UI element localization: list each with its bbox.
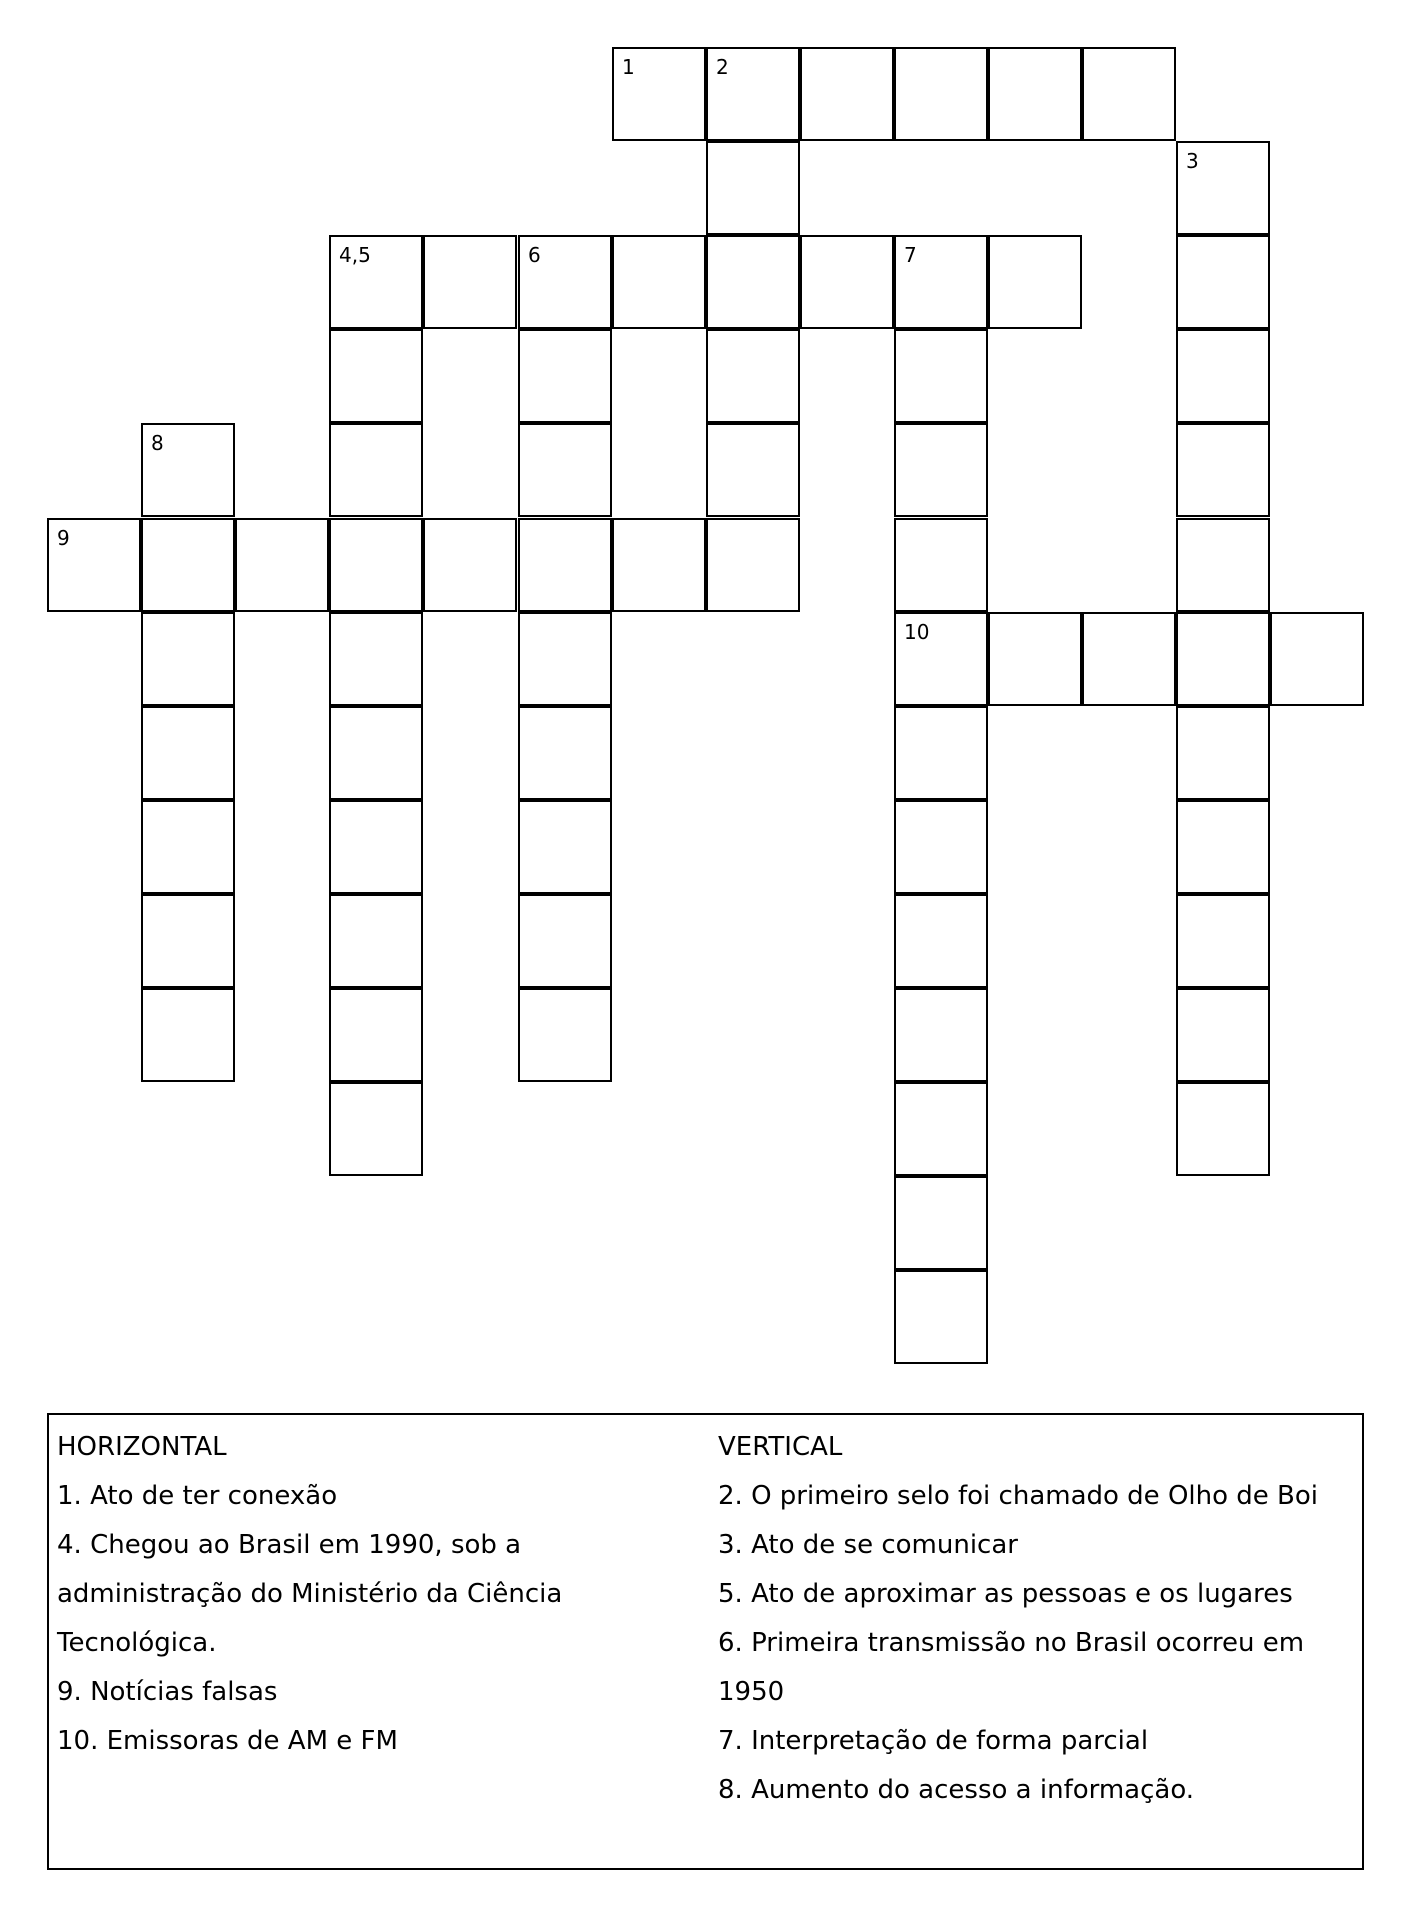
crossword-cell[interactable] [141, 706, 235, 800]
crossword-cell-input[interactable] [708, 331, 798, 421]
vertical-clues [718, 1423, 1358, 1815]
clue-line: Tecnológica. [57, 1628, 217, 1658]
crossword-cell-input[interactable] [143, 520, 233, 610]
crossword-cell-input[interactable] [1084, 49, 1174, 139]
clue-line: 1950 [718, 1677, 785, 1707]
vertical-heading: VERTICAL [718, 1432, 843, 1462]
crossword-cell[interactable] [141, 894, 235, 988]
crossword-cell[interactable] [423, 518, 517, 612]
crossword-cell-input[interactable] [708, 425, 798, 515]
crossword-cell-input[interactable] [331, 520, 421, 610]
crossword-cell[interactable] [1176, 988, 1270, 1082]
crossword-cell-input[interactable] [331, 990, 421, 1080]
crossword-cell-input[interactable] [1178, 896, 1268, 986]
crossword-cell-input[interactable] [331, 896, 421, 986]
crossword-cell[interactable] [894, 612, 988, 706]
crossword-cell[interactable] [1270, 612, 1364, 706]
crossword-cell[interactable] [988, 235, 1082, 329]
crossword-cell[interactable] [1082, 612, 1176, 706]
crossword-cell[interactable] [1176, 518, 1270, 612]
clue-line: 4. Chegou ao Brasil em 1990, sob a [57, 1530, 522, 1560]
crossword-cell[interactable] [894, 47, 988, 141]
crossword-cell-input[interactable] [237, 520, 327, 610]
crossword-cell-input[interactable] [990, 237, 1080, 327]
clue-line: 9. Notícias falsas [57, 1677, 278, 1707]
crossword-cell-input[interactable] [143, 802, 233, 892]
crossword-cell[interactable] [518, 894, 612, 988]
crossword-cell[interactable] [1176, 800, 1270, 894]
crossword-cell[interactable] [894, 894, 988, 988]
crossword-cell-input[interactable] [520, 708, 610, 798]
crossword-cell[interactable] [1176, 235, 1270, 329]
crossword-cell-input[interactable] [1178, 1084, 1268, 1174]
crossword-cell-input[interactable] [896, 1272, 986, 1362]
crossword-cell-input[interactable] [331, 237, 421, 327]
crossword-cell[interactable] [1176, 894, 1270, 988]
crossword-cell-input[interactable] [990, 49, 1080, 139]
crossword-cell-input[interactable] [143, 425, 233, 515]
crossword-cell-input[interactable] [896, 990, 986, 1080]
crossword-cell-input[interactable] [802, 237, 892, 327]
crossword-cell-input[interactable] [143, 614, 233, 704]
crossword-cell-input[interactable] [425, 237, 515, 327]
crossword-cell-input[interactable] [331, 708, 421, 798]
clue-line: administração do Ministério da Ciência [57, 1579, 563, 1609]
crossword-cell[interactable] [1176, 612, 1270, 706]
crossword-cell-input[interactable] [520, 990, 610, 1080]
crossword-cell[interactable] [518, 329, 612, 423]
crossword-cell-input[interactable] [520, 614, 610, 704]
crossword-cell-input[interactable] [331, 425, 421, 515]
crossword-cell[interactable] [988, 612, 1082, 706]
crossword-cell[interactable] [894, 423, 988, 517]
crossword-cell[interactable] [612, 235, 706, 329]
crossword-cell-input[interactable] [896, 425, 986, 515]
crossword-cell[interactable] [518, 518, 612, 612]
crossword-cell[interactable] [706, 141, 800, 235]
clue-line: 10. Emissoras de AM e FM [57, 1726, 398, 1756]
crossword-cell-input[interactable] [425, 520, 515, 610]
crossword-cell-input[interactable] [331, 614, 421, 704]
crossword-cell-input[interactable] [708, 520, 798, 610]
crossword-cell[interactable] [988, 47, 1082, 141]
clue-line: 6. Primeira transmissão no Brasil ocorreu em [718, 1628, 1305, 1658]
clue-line: 8. Aumento do acesso a informação. [718, 1775, 1195, 1805]
crossword-cell-input[interactable] [520, 802, 610, 892]
crossword-cell-input[interactable] [331, 1084, 421, 1174]
crossword-cell-input[interactable] [896, 1178, 986, 1268]
crossword-cell[interactable] [329, 423, 423, 517]
crossword-cell[interactable] [518, 612, 612, 706]
crossword-cell[interactable] [706, 423, 800, 517]
crossword-cell[interactable] [894, 329, 988, 423]
crossword-cell[interactable] [329, 518, 423, 612]
crossword-cell[interactable] [706, 47, 800, 141]
crossword-cell[interactable] [894, 1176, 988, 1270]
crossword-cell-input[interactable] [143, 708, 233, 798]
crossword-cell-input[interactable] [49, 520, 139, 610]
crossword-cell[interactable] [141, 423, 235, 517]
crossword-cell[interactable] [47, 518, 141, 612]
crossword-cell[interactable] [894, 518, 988, 612]
clue-line: 1. Ato de ter conexão [57, 1481, 338, 1511]
crossword-cell-input[interactable] [896, 708, 986, 798]
crossword-cell-input[interactable] [520, 331, 610, 421]
clue-line: 5. Ato de aproximar as pessoas e os lugares [718, 1579, 1293, 1609]
crossword-cell-input[interactable] [331, 331, 421, 421]
crossword-cell[interactable] [800, 235, 894, 329]
crossword-cell[interactable] [1176, 423, 1270, 517]
crossword-cell-input[interactable] [1178, 990, 1268, 1080]
crossword-cell[interactable] [329, 800, 423, 894]
crossword-cell-input[interactable] [896, 1084, 986, 1174]
clue-number: 2 [716, 55, 729, 79]
crossword-cell-input[interactable] [1178, 708, 1268, 798]
crossword-cell-input[interactable] [708, 49, 798, 139]
crossword-cell[interactable] [706, 329, 800, 423]
clue-line: 7. Interpretação de forma parcial [718, 1726, 1149, 1756]
crossword-cell[interactable] [518, 800, 612, 894]
clue-line: 3. Ato de se comunicar [718, 1530, 1018, 1560]
crossword-cell-input[interactable] [708, 237, 798, 327]
crossword-cell[interactable] [894, 988, 988, 1082]
crossword-cell-input[interactable] [1178, 425, 1268, 515]
crossword-cell[interactable] [612, 518, 706, 612]
crossword-cell[interactable] [612, 47, 706, 141]
clue-number: 10 [904, 620, 930, 644]
crossword-cell[interactable] [329, 329, 423, 423]
crossword-cell-input[interactable] [1178, 331, 1268, 421]
crossword-cell[interactable] [141, 612, 235, 706]
crossword-cell-input[interactable] [896, 896, 986, 986]
crossword-cell[interactable] [423, 235, 517, 329]
crossword-cell[interactable] [800, 47, 894, 141]
crossword-cell-input[interactable] [896, 49, 986, 139]
crossword-cell-input[interactable] [1178, 614, 1268, 704]
crossword-cell-input[interactable] [520, 237, 610, 327]
crossword-cell[interactable] [1176, 1082, 1270, 1176]
crossword-cell[interactable] [894, 706, 988, 800]
crossword-cell[interactable] [141, 988, 235, 1082]
crossword-cell-input[interactable] [896, 520, 986, 610]
crossword-cell-input[interactable] [614, 520, 704, 610]
crossword-cell[interactable] [1176, 141, 1270, 235]
crossword-cell-input[interactable] [708, 143, 798, 233]
crossword-cell[interactable] [706, 518, 800, 612]
crossword-cell-input[interactable] [520, 520, 610, 610]
crossword-cell[interactable] [329, 706, 423, 800]
crossword-cell[interactable] [1176, 329, 1270, 423]
crossword-cell-input[interactable] [520, 425, 610, 515]
crossword-cell-input[interactable] [331, 802, 421, 892]
crossword-cell[interactable] [329, 612, 423, 706]
crossword-cell[interactable] [329, 894, 423, 988]
crossword-cell[interactable] [1082, 47, 1176, 141]
crossword-cell-input[interactable] [1272, 614, 1362, 704]
clues-box [47, 1413, 1364, 1870]
crossword-cell-input[interactable] [614, 237, 704, 327]
crossword-cell-input[interactable] [990, 614, 1080, 704]
clue-number: 1 [622, 55, 635, 79]
clue-number: 7 [904, 243, 917, 267]
clue-line: 2. O primeiro selo foi chamado de Olho de Boi [718, 1481, 1319, 1511]
crossword-cell-input[interactable] [896, 614, 986, 704]
crossword-cell-input[interactable] [896, 802, 986, 892]
crossword-cell-input[interactable] [802, 49, 892, 139]
crossword-cell[interactable] [141, 800, 235, 894]
crossword-cell-input[interactable] [614, 49, 704, 139]
crossword-cell[interactable] [329, 1082, 423, 1176]
clue-number: 6 [528, 243, 541, 267]
horizontal-clues [57, 1423, 697, 1766]
crossword-cell-input[interactable] [896, 237, 986, 327]
crossword-cell[interactable] [235, 518, 329, 612]
clue-number: 8 [151, 431, 164, 455]
horizontal-heading: HORIZONTAL [57, 1432, 227, 1462]
crossword-cell[interactable] [1176, 706, 1270, 800]
crossword-cell[interactable] [894, 1082, 988, 1176]
crossword-cell[interactable] [329, 235, 423, 329]
clue-number: 9 [57, 526, 70, 550]
crossword-cell-input[interactable] [143, 990, 233, 1080]
crossword-cell[interactable] [518, 423, 612, 517]
crossword-cell-input[interactable] [896, 331, 986, 421]
crossword-cell-input[interactable] [520, 896, 610, 986]
crossword-cell-input[interactable] [1178, 802, 1268, 892]
crossword-cell[interactable] [518, 988, 612, 1082]
crossword-cell[interactable] [894, 235, 988, 329]
crossword-cell[interactable] [518, 235, 612, 329]
crossword-cell-input[interactable] [1084, 614, 1174, 704]
crossword-cell[interactable] [706, 235, 800, 329]
clue-number: 4,5 [339, 243, 371, 267]
crossword-cell[interactable] [141, 518, 235, 612]
crossword-cell-input[interactable] [1178, 143, 1268, 233]
crossword-cell[interactable] [518, 706, 612, 800]
crossword-cell[interactable] [894, 1270, 988, 1364]
crossword-cell-input[interactable] [1178, 520, 1268, 610]
crossword-cell-input[interactable] [143, 896, 233, 986]
crossword-cell-input[interactable] [1178, 237, 1268, 327]
crossword-cell[interactable] [329, 988, 423, 1082]
clue-number: 3 [1186, 149, 1199, 173]
crossword-cell[interactable] [894, 800, 988, 894]
